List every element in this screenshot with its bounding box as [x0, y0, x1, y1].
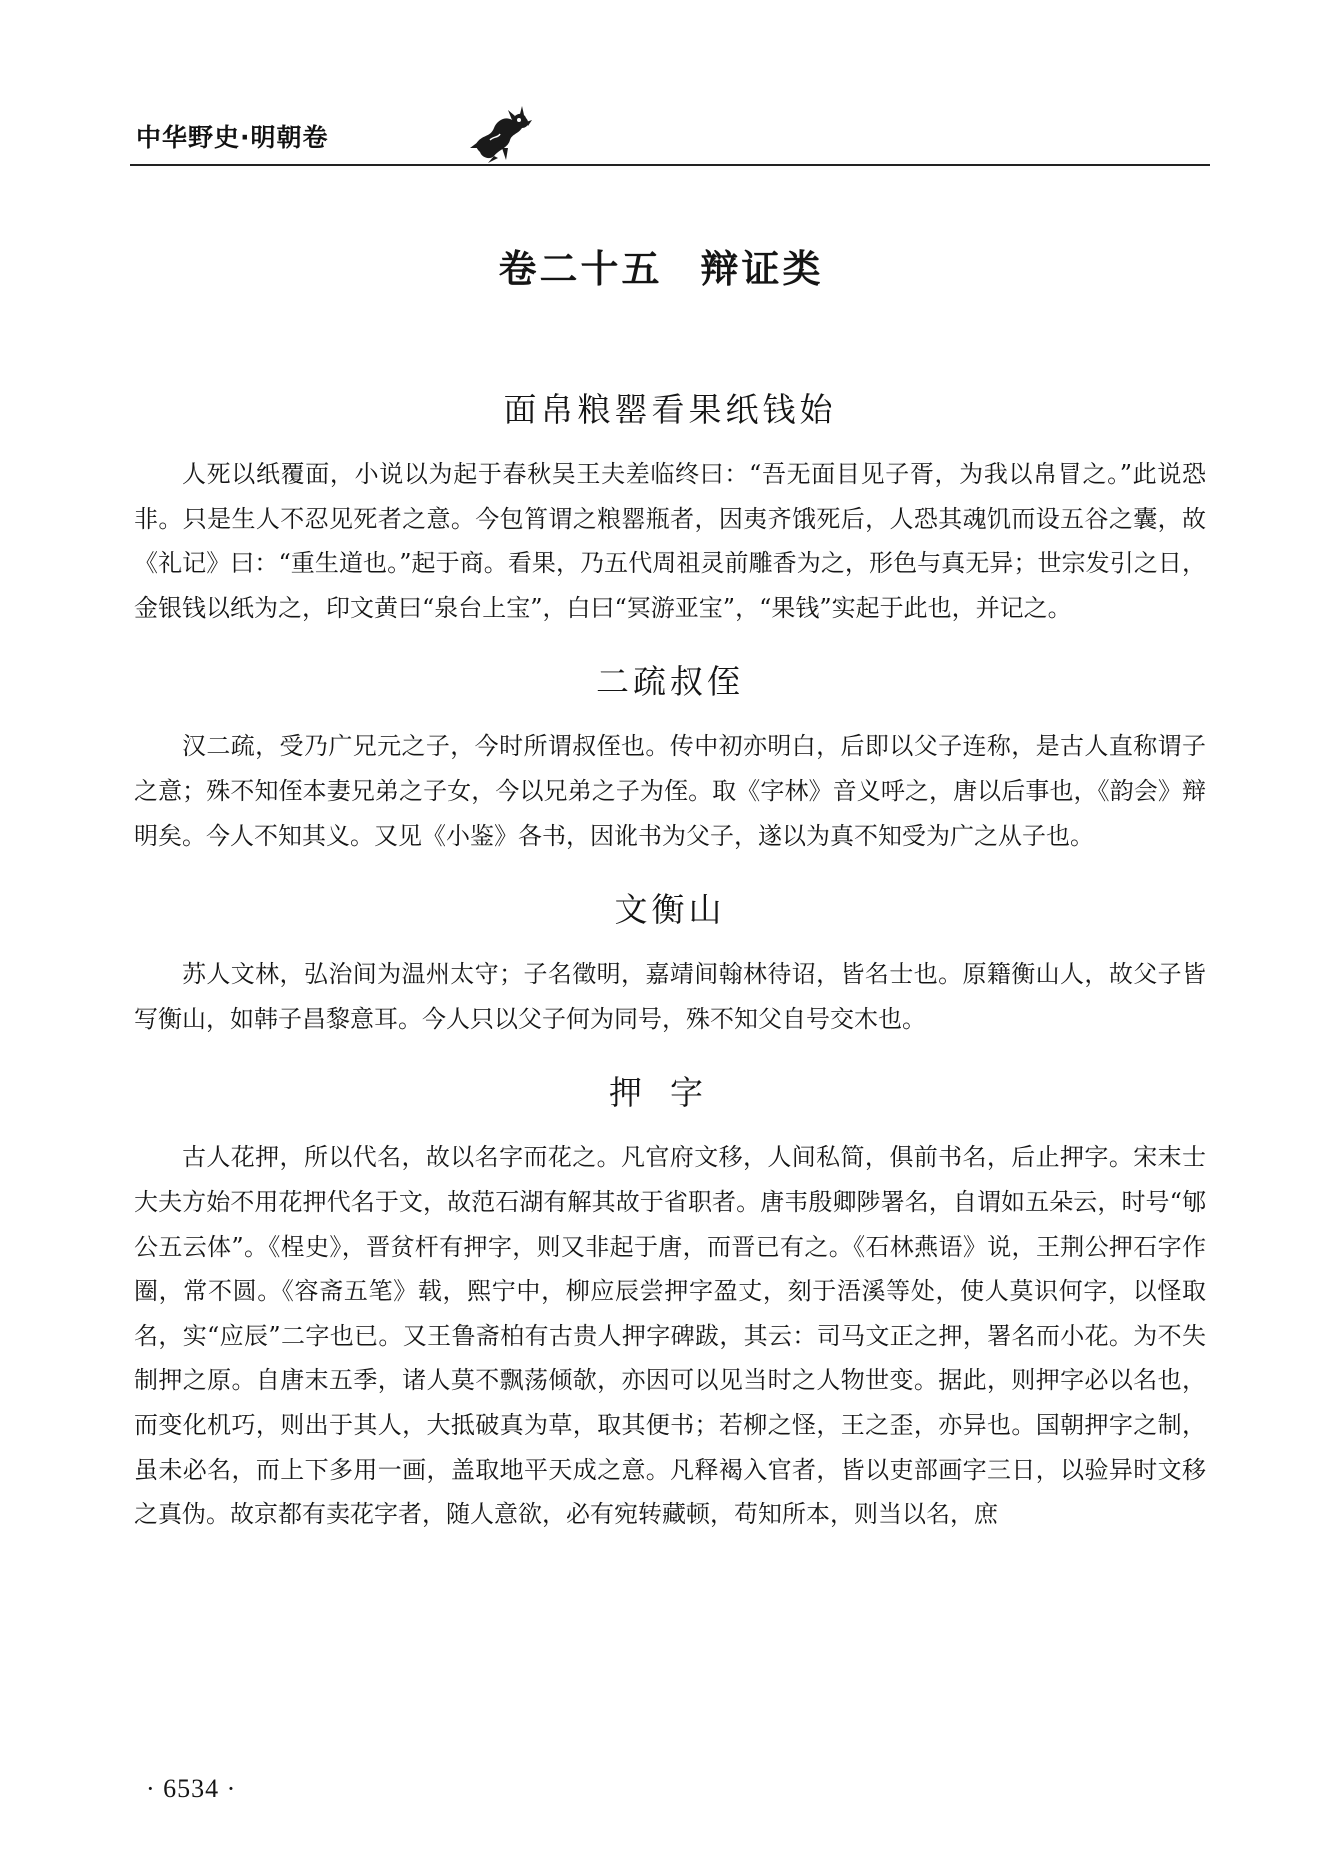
header-rule	[130, 164, 1210, 166]
section-heading: 二疏叔侄	[596, 662, 744, 702]
chapter-name: 辩证类	[700, 247, 824, 291]
running-header	[130, 106, 1210, 166]
section-paragraph: 古人花押，所以代名，故以名字而花之。凡官府文移，人间私简，俱前书名，后止押字。宋末士大夫方始不用花押代名于文，故范石湖有解其故于省职者。唐韦殷卿陟署名，自谓如五朵云，时号“郇公五云体”。《桯史》，晋贫杆有押字，则又非起于唐，而晋已有之。《石林燕语》说，王荆公押石字作圈，常不圆。《容斋五笔》载，熙宁中，柳应辰尝押字盈丈，刻于浯溪等处，使人莫识何字，以怪取名，实“应辰”二字也已。又王鲁斋柏有古贵人押字碑跋，其云：司马文正之押，署名而小花。为不失制押之原。自唐末五季，诸人莫不飘荡倾欹，亦因可以见当时之人物世变。据此，则押字必以名也，而变化机巧，则出于其人，大抵破真为草，取其便书；若柳之怪，王之歪，亦异也。国朝押字之制，虽未必名，而上下多用一画，盖取地平天成之意。凡释褐入官者，皆以吏部画字三日，以验异时文移之真伪。故京都有卖花字者，随人意欲，必有宛转藏顿，苟知所本，则当以名，庶	[134, 1143, 1206, 1529]
page-number: · 6534 ·	[146, 1774, 237, 1803]
dragon-icon	[468, 104, 534, 164]
chapter-number: 卷二十五	[498, 247, 663, 291]
section-heading: 面帛粮罂看果纸钱始	[503, 390, 837, 429]
page-body	[134, 378, 1206, 1557]
chapter-title	[0, 238, 1322, 293]
section-heading: 文衡山	[614, 890, 726, 930]
section-heading: 押字	[609, 1073, 731, 1113]
running-title: 中华野史·明朝卷	[136, 123, 329, 152]
section-paragraph: 人死以纸覆面，小说以为起于春秋吴王夫差临终曰：“吾无面目见子胥，为我以帛冒之。”此说恐非。只是生人不忍见死者之意。今包筲谓之粮罂瓶者，因夷齐饿死后，人恐其魂饥而设五谷之囊，故《礼记》曰：“重生道也。”起于商。看果，乃五代周祖灵前雕香为之，形色与真无异；世宗发引之日，金银钱以纸为之，印文黄曰“泉台上宝”，白曰“冥游亚宝”，“果钱”实起于此也，并记之。	[134, 460, 1206, 622]
section-paragraph: 苏人文林，弘治间为温州太守；子名徵明，嘉靖间翰林待诏，皆名士也。原籍衡山人，故父子皆写衡山，如韩子昌黎意耳。今人只以父子何为同号，殊不知父自号交木也。	[134, 960, 1206, 1033]
section-paragraph: 汉二疏，受乃广兄元之子，今时所谓叔侄也。传中初亦明白，后即以父子连称，是古人直称谓子之意；殊不知侄本妻兄弟之子女，今以兄弟之子为侄。取《字林》音义呼之，唐以后事也，《韵会》辩明矣。今人不知其义。又见《小鉴》各书，因讹书为父子，遂以为真不知受为广之从子也。	[134, 732, 1206, 850]
